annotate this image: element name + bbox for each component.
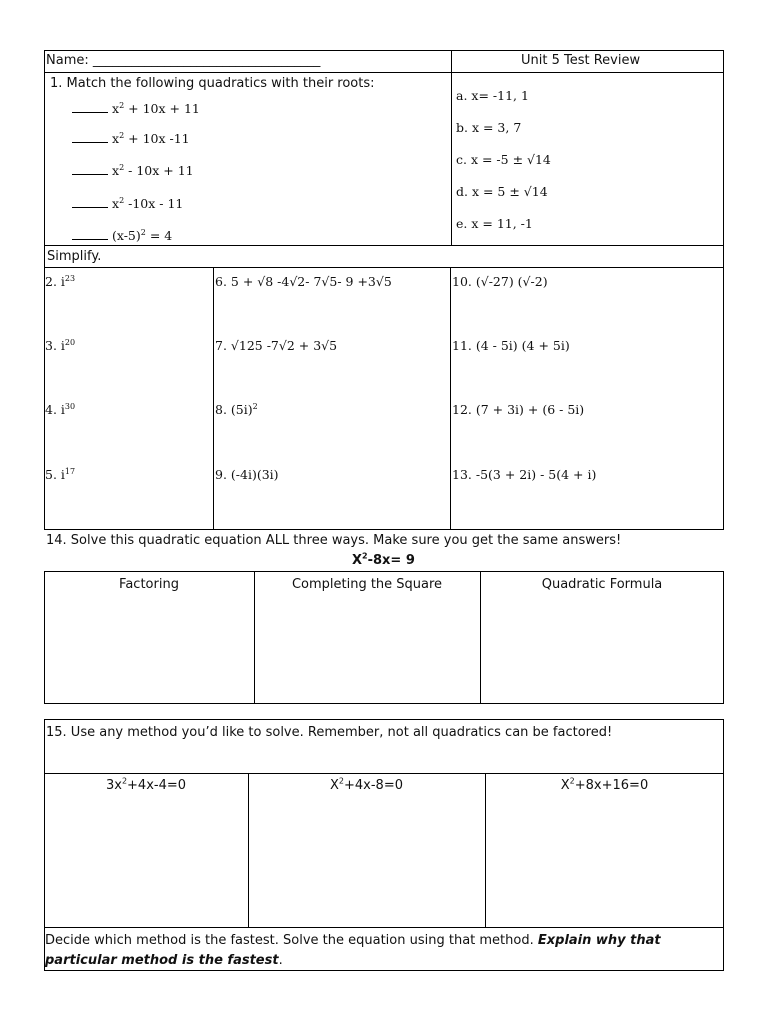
simplify-problem: 4. $i^{30}$ [45,401,76,417]
answer-blank[interactable] [72,100,108,113]
q15-equation: $X^2+8x+16=0$ [560,776,649,793]
q1-item: $(x-5)^2 = 4$ [72,227,172,244]
simplify-problem: 5. $i^{17}$ [45,466,76,482]
row-divider [44,773,724,774]
worksheet-title: Unit 5 Test Review [521,53,641,68]
col-divider [248,773,249,927]
root-choice: b. x = 3, 7 [456,120,522,135]
q14-equation: $X^2-8x= 9$ [352,551,415,568]
simplify-problem: 12. (7 + 3i) + (6 - 5i) [452,402,585,417]
root-choice: c. x = -5 ± √14 [456,152,551,167]
simplify-problem: 2. $i^{23}$ [45,273,76,289]
simplify-problem: 9. (-4i)(3i) [215,467,279,482]
name-field-label[interactable]: Name: ___________________________________ [46,53,321,68]
answer-blank[interactable] [72,130,108,143]
simplify-problem: 11. (4 - 5i) (4 + 5i) [452,338,570,353]
col-divider [451,50,452,245]
review-table [44,50,724,530]
col-divider [450,267,451,530]
row-divider [44,927,724,928]
col-divider [485,773,486,927]
simplify-problem: 13. -5(3 + 2i) - 5(4 + i) [452,467,597,482]
method-quadratic-formula: Quadratic Formula [541,577,663,592]
q15-equation: $X^2+4x-8=0$ [330,776,403,793]
simplify-problem: 3. $i^{20}$ [45,337,76,353]
q1-item: $x^2 - 10x + 11$ [72,162,194,179]
root-choice: e. x = 11, -1 [456,216,533,231]
root-choice: d. x = 5 ± √14 [456,184,548,199]
simplify-problem: 7. √125 -7√2 + 3√5 [215,338,338,353]
col-divider [213,267,214,530]
simplify-problem: 10. (√-27) (√-2) [452,274,548,289]
answer-blank[interactable] [72,162,108,175]
q15-equation: $3x^2+4x-4=0$ [105,776,187,793]
method-completing-square: Completing the Square [291,577,443,592]
q1-prompt: 1. Match the following quadratics with their roots: [50,76,375,91]
answer-blank[interactable] [72,195,108,208]
simplify-label: Simplify. [47,249,102,264]
root-choice: a. x= -11, 1 [456,88,529,103]
simplify-problem: 8. $(5i)^2$ [215,401,258,417]
q15-instruction: Decide which method is the fastest. Solve the equation using that method. Explain why that particular method is the fastest. [45,933,661,968]
q1-item: $x^2 + 10x$ -11 [72,130,190,147]
row-divider [44,72,724,73]
row-divider [44,267,724,268]
method-factoring: Factoring [119,577,179,592]
q15-prompt: 15. Use any method you’d like to solve. Remember, not all quadratics can be factored! [46,725,613,740]
q1-item: $x^2 + 10x + 11$ [72,100,200,117]
row-divider [44,245,724,246]
q14-prompt: 14. Solve this quadratic equation ALL three ways. Make sure you get the same answers! [46,533,622,548]
q1-item: $x^2$ -10x - 11 [72,195,183,212]
answer-blank[interactable] [72,227,108,240]
simplify-problem: 6. 5 + √8 -4√2- 7√5- 9 +3√5 [215,274,392,289]
